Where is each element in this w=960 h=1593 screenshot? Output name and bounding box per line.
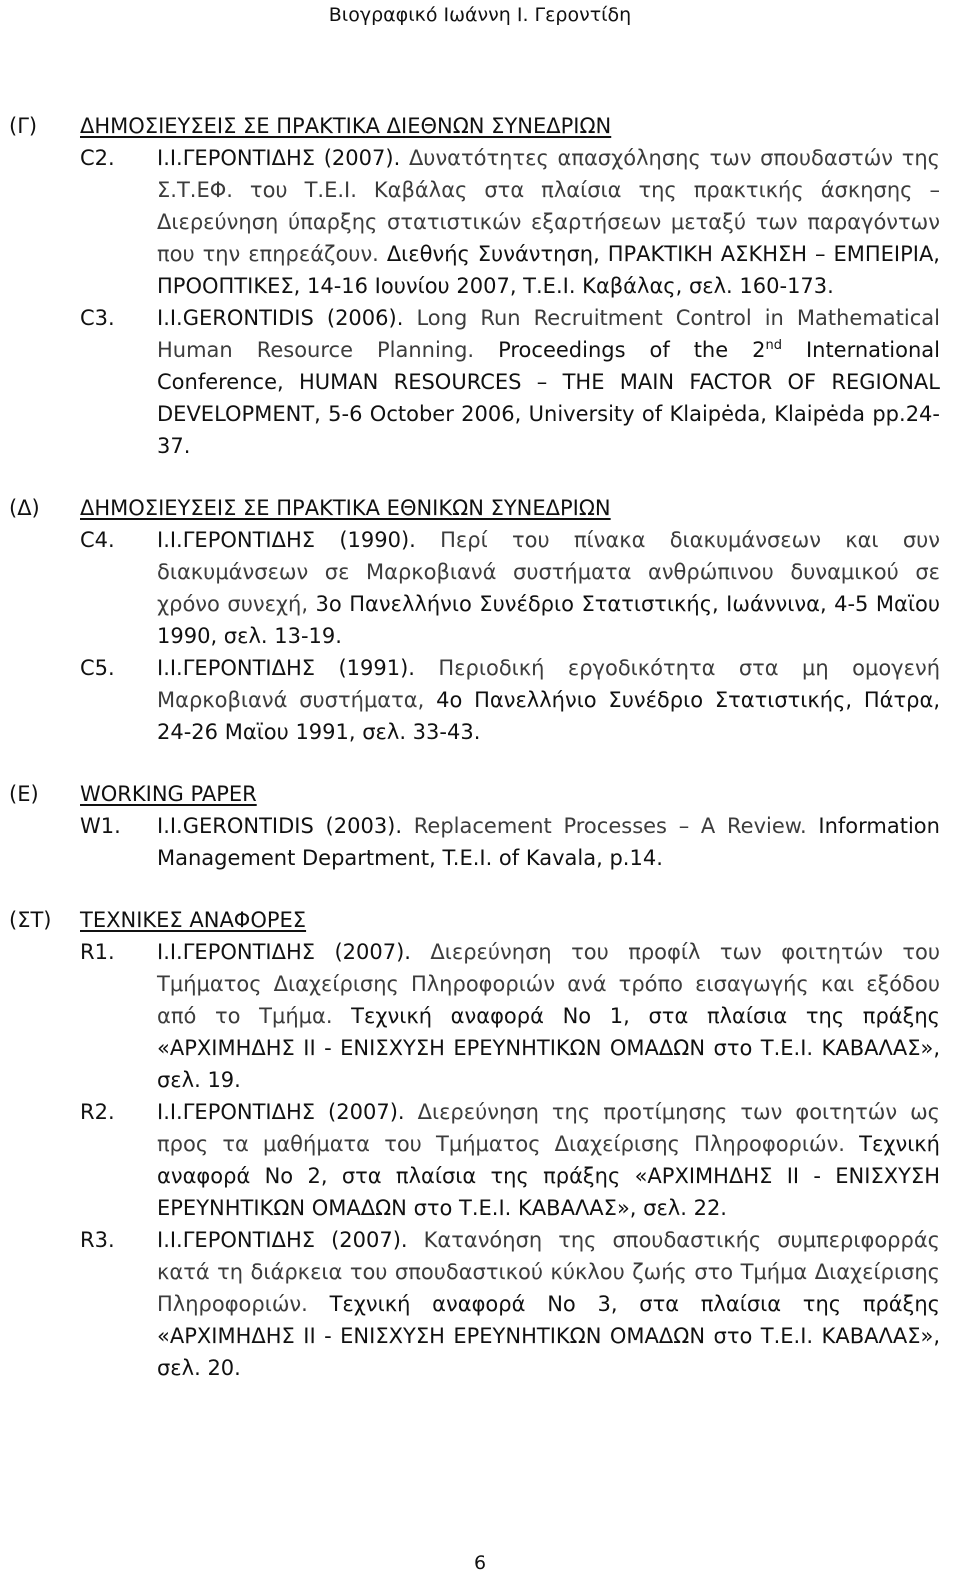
entry-id: C5. — [80, 656, 115, 680]
section-letter: (Δ) — [9, 496, 40, 520]
entry-text — [157, 302, 940, 462]
entry-id: R1. — [80, 940, 115, 964]
entry-title: Δυνατότητες απασχόλησης των σπουδαστών της Σ.Τ.ΕΦ. του Τ.Ε.Ι. Καβάλας στα πλαίσια της πρακτικής άσκησης – Διερεύνηση ύπαρξης στατιστικών εξαρτήσεων μεταξύ των παραγόντων που την επηρεάζουν. — [157, 146, 940, 266]
publication-entry — [0, 810, 960, 874]
entry-author: Ι.Ι.ΓΕΡΟΝΤΙΔΗΣ (2007). — [157, 1228, 408, 1252]
entry-title: Διερεύνηση της προτίμησης των φοιτητών ως προς τα μαθήματα του Τμήματος Διαχείρισης Πληροφοριών. — [157, 1100, 940, 1156]
entry-author: I.I.GERONTIDIS (2003). — [157, 814, 403, 838]
entry-author: Ι.Ι.ΓΕΡΟΝΤΙΔΗΣ (2007). — [157, 940, 411, 964]
entry-author: Ι.Ι.ΓΕΡΟΝΤΙΔΗΣ (2007). — [157, 1100, 405, 1124]
entry-text — [157, 142, 940, 302]
entry-author: I.I.GERONTIDIS (2006). — [157, 306, 404, 330]
entry-venue: 3ο Πανελλήνιο Συνέδριο Στατιστικής, Ιωάννινα, 4-5 Μαϊου 1990, σελ. 13-19. — [157, 592, 940, 648]
entry-venue-continued: International Conference, HUMAN RESOURCES – THE MAIN FACTOR OF REGIONAL DEVELOPMENT, 5-6 October 2006, University of Klaipėda, Klaipėda pp.24-37. — [157, 338, 940, 458]
entry-title: Περιοδική εργοδικότητα στα μη ομογενή Μαρκοβιανά συστήματα, — [157, 656, 941, 712]
publication-entry — [0, 142, 960, 302]
entry-text — [157, 524, 940, 652]
entry-venue: Διεθνής Συνάντηση, ΠΡΑΚΤΙΚΗ ΑΣΚΗΣΗ – ΕΜΠΕΙΡΙΑ, ΠΡΟΟΠΤΙΚΕΣ, 14-16 Ιουνίου 2007, Τ.Ε.Ι. Καβάλας, σελ. 160-173. — [157, 242, 940, 298]
publication-entry — [0, 302, 960, 462]
entry-text — [157, 1096, 940, 1224]
entry-venue: Τεχνική αναφορά Νο 1, στα πλαίσια της πράξης «ΑΡΧΙΜΗΔΗΣ ΙΙ - ΕΝΙΣΧΥΣΗ ΕΡΕΥΝΗΤΙΚΩΝ ΟΜΑΔΩΝ στο Τ.Ε.Ι. ΚΑΒΑΛΑΣ», σελ. 19. — [157, 1004, 940, 1092]
publication-entry — [0, 652, 960, 748]
section-international-conferences — [0, 110, 960, 462]
entry-text — [157, 1224, 940, 1384]
entry-venue: Τεχνική αναφορά Νο 2, στα πλαίσια της πράξης «ΑΡΧΙΜΗΔΗΣ ΙΙ - ΕΝΙΣΧΥΣΗ ΕΡΕΥΝΗΤΙΚΩΝ ΟΜΑΔΩΝ στο Τ.Ε.Ι. ΚΑΒΑΛΑΣ», σελ. 22. — [157, 1132, 940, 1220]
section-technical-reports — [0, 904, 960, 1384]
entry-venue: Proceedings of the 2 — [498, 338, 766, 362]
sections — [0, 110, 960, 1414]
entry-id: R2. — [80, 1100, 115, 1124]
page-header: Βιογραφικό Ιωάννη Ι. Γεροντίδη — [328, 4, 632, 26]
entry-id: C2. — [80, 146, 115, 170]
publication-entry — [0, 524, 960, 652]
entry-title: Διερεύνηση του προφίλ των φοιτητών του Τμήματος Διαχείρισης Πληροφοριών ανά τρόπο εισαγωγής και εξόδου από το Τμήμα. — [157, 940, 940, 1028]
entry-title: Περί του πίνακα διακυμάνσεων και συν διακυμάνσεων σε Μαρκοβιανά συστήματα ανθρώπινου δυναμικού σε χρόνο συνεχή, — [157, 528, 941, 616]
entry-title: Κατανόηση της σπουδαστικής συμπεριφορράς κατά τη διάρκεια του σπουδαστικού κύκλου ζωής στο Τμήμα Διαχείρισης Πληροφοριών. — [157, 1228, 941, 1316]
section-letter: (ΣΤ) — [9, 908, 52, 932]
section-title: ΤΕΧΝΙΚΕΣ ΑΝΑΦΟΡΕΣ — [80, 908, 307, 932]
entry-text — [157, 936, 940, 1096]
section-national-conferences — [0, 492, 960, 748]
ordinal-superscript: nd — [765, 338, 782, 353]
section-letter: (Ε) — [9, 782, 39, 806]
entry-author: Ι.Ι.ΓΕΡΟΝΤΙΔΗΣ (2007). — [157, 146, 401, 170]
entry-id: C4. — [80, 528, 115, 552]
entry-text — [157, 810, 940, 874]
section-letter: (Γ) — [9, 114, 38, 138]
entry-venue: 4ο Πανελλήνιο Συνέδριο Στατιστικής, Πάτρα, 24-26 Μαϊου 1991, σελ. 33-43. — [157, 688, 940, 744]
entry-title: Long Run Recruitment Control in Mathematical Human Resource Planning. — [157, 306, 940, 362]
entry-id: C3. — [80, 306, 115, 330]
publication-entry — [0, 1224, 960, 1384]
entry-author: Ι.Ι.ΓΕΡΟΝΤΙΔΗΣ (1991). — [157, 656, 415, 680]
entry-venue: Τεχνική αναφορά Νο 3, στα πλαίσια της πράξης «ΑΡΧΙΜΗΔΗΣ ΙΙ - ΕΝΙΣΧΥΣΗ ΕΡΕΥΝΗΤΙΚΩΝ ΟΜΑΔΩΝ στο Τ.Ε.Ι. ΚΑΒΑΛΑΣ», σελ. 20. — [157, 1292, 940, 1380]
publication-entry — [0, 1096, 960, 1224]
section-title: WORKING PAPER — [80, 782, 257, 806]
entry-id: R3. — [80, 1228, 115, 1252]
section-title: ΔΗΜΟΣΙΕΥΣΕΙΣ ΣΕ ΠΡΑΚΤΙΚΑ ΕΘΝΙΚΩΝ ΣΥΝΕΔΡΙΩΝ — [80, 496, 611, 520]
page-number: 6 — [473, 1552, 487, 1574]
entry-author: Ι.Ι.ΓΕΡΟΝΤΙΔΗΣ (1990). — [157, 528, 416, 552]
entry-text — [157, 652, 940, 748]
entry-venue: Information Management Department, T.E.I. of Kavala, p.14. — [157, 814, 940, 870]
section-working-paper — [0, 778, 960, 874]
entry-id: W1. — [80, 814, 121, 838]
section-title: ΔΗΜΟΣΙΕΥΣΕΙΣ ΣΕ ΠΡΑΚΤΙΚΑ ΔΙΕΘΝΩΝ ΣΥΝΕΔΡΙΩΝ — [80, 114, 612, 138]
entry-title: Replacement Processes – A Review. — [413, 814, 807, 838]
publication-entry — [0, 936, 960, 1096]
